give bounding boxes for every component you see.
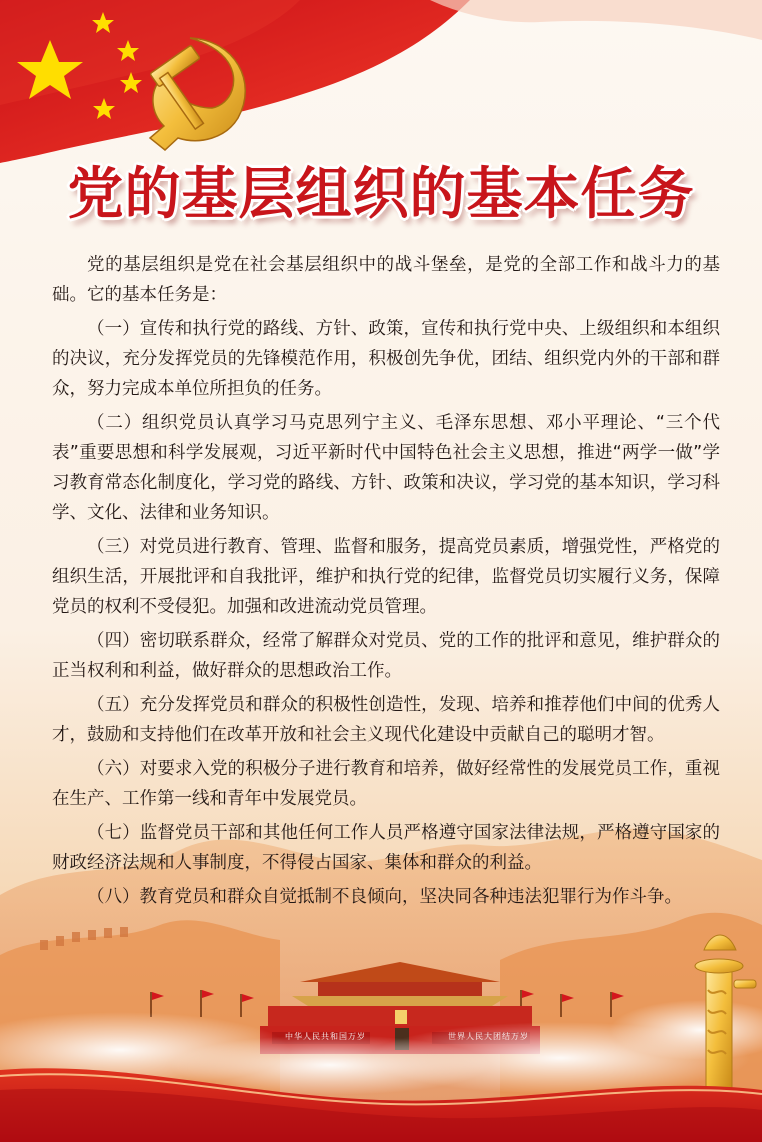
task-paragraph-5: （五）充分发挥党员和群众的积极性创造性，发现、培养和推荐他们中间的优秀人才，鼓励和支持他们在改革开放和社会主义现代化建设中贡献自己的聪明才智。: [52, 695, 720, 745]
gate-banner-left: 中华人民共和国万岁: [285, 1032, 366, 1041]
gate-banner-right: 世界人民大团结万岁: [448, 1032, 529, 1041]
task-paragraph-4: （四）密切联系群众，经常了解群众对党员、党的工作的批评和意见，维护群众的正当权利和利益，做好群众的思想政治工作。: [52, 631, 720, 681]
intro-paragraph: 党的基层组织是党在社会基层组织中的战斗堡垒，是党的全部工作和战斗力的基础。它的基本任务是：: [52, 255, 720, 305]
poster-title: 党的基层组织的基本任务: [67, 161, 695, 227]
task-paragraph-7: （七）监督党员干部和其他任何工作人员严格遵守国家法律法规，严格遵守国家的财政经济法规和人事制度，不得侵占国家、集体和群众的利益。: [52, 823, 720, 873]
task-paragraph-8: （八）教育党员和群众自觉抵制不良倾向，坚决同各种违法犯罪行为作斗争。: [87, 887, 682, 907]
task-paragraph-1: （一）宣传和执行党的路线、方针、政策，宣传和执行党中央、上级组织和本组织的决议，充分发挥党员的先锋模范作用，积极创先争优，团结、组织党内外的干部和群众，努力完成本单位所担负的任务。: [52, 319, 720, 399]
task-paragraph-3: （三）对党员进行教育、管理、监督和服务，提高党员素质，增强党性，严格党的组织生活，开展批评和自我批评，维护和执行党的纪律，监督党员切实履行义务，保障党员的权利不受侵犯。加强和改进流动党员管理。: [52, 537, 720, 617]
poster-body: [52, 250, 720, 916]
task-paragraph-2: （二）组织党员认真学习马克思列宁主义、毛泽东思想、邓小平理论、“三个代表”重要思想和科学发展观，习近平新时代中国特色社会主义思想，推进“两学一做”学习教育常态化制度化，学习党的路线、方针、政策和决议，学习党的基本知识，学习科学、文化、法律和业务知识。: [52, 413, 720, 523]
task-paragraph-6: （六）对要求入党的积极分子进行教育和培养，做好经常性的发展党员工作，重视在生产、工作第一线和青年中发展党员。: [52, 759, 720, 809]
